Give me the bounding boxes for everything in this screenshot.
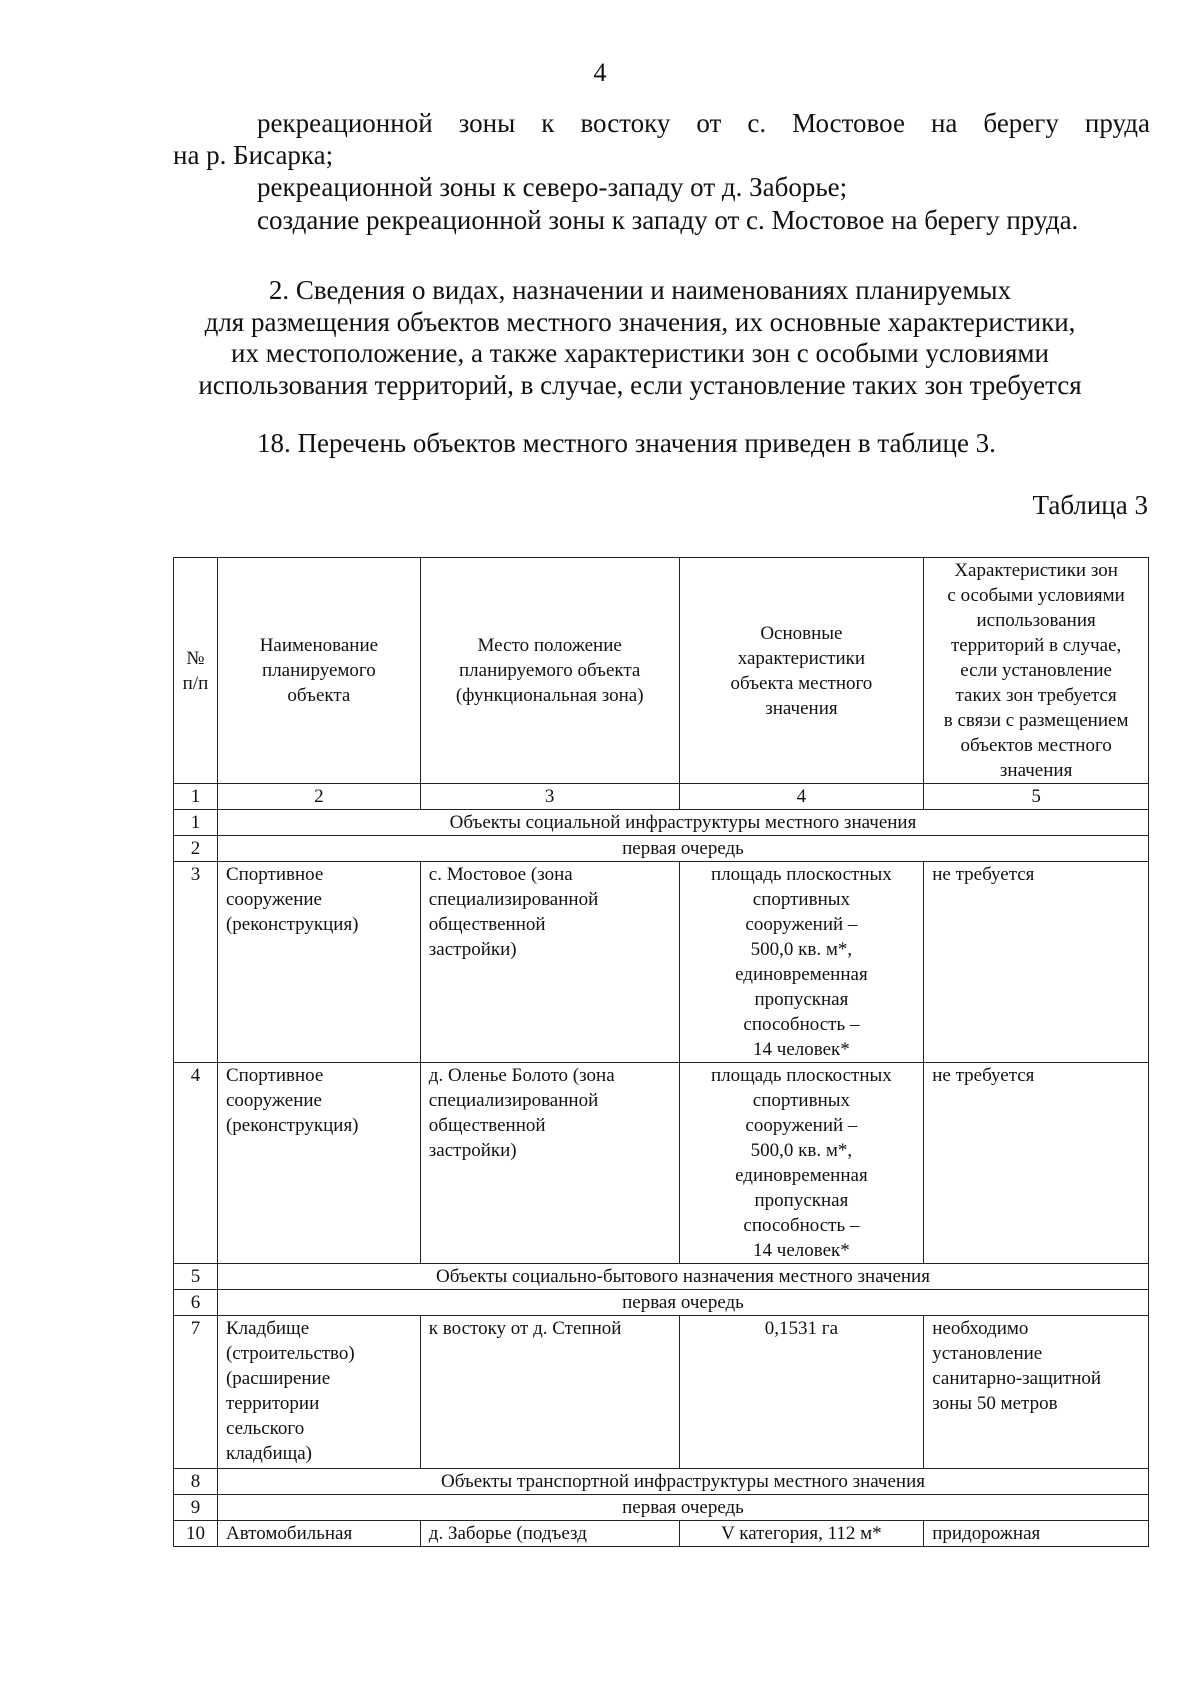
section-title: Объекты социальной инфраструктуры местного значения <box>217 810 1148 836</box>
header-location: Место положение планируемого объекта (функциональная зона) <box>420 558 679 784</box>
object-name: Спортивное сооружение (реконструкция) <box>217 862 420 1063</box>
table-row <box>174 1264 1149 1290</box>
column-number-row <box>174 784 1149 810</box>
row-number: 4 <box>174 1063 218 1264</box>
col-number: 3 <box>420 784 679 810</box>
intro-line-4: создание рекреационной зоны к западу от с. Мостовое на берегу пруда. <box>257 205 1079 235</box>
paragraph-18: 18. Перечень объектов местного значения приведен в таблице 3. <box>257 428 996 458</box>
object-characteristics: площадь плоскостных спортивных сооружений – 500,0 кв. м*, единовременная пропускная способность – 14 человек* <box>679 862 924 1063</box>
row-number: 10 <box>174 1521 218 1547</box>
heading-line-1: 2. Сведения о видах, назначении и наименованиях планируемых <box>268 275 1012 305</box>
object-location: д. Заборье (подъезд <box>420 1521 679 1547</box>
section-title: Объекты социально-бытового назначения местного значения <box>217 1264 1148 1290</box>
object-location: д. Оленье Болото (зона специализированной общественной застройки) <box>420 1063 679 1264</box>
row-number: 6 <box>174 1290 218 1316</box>
table-row <box>174 1290 1149 1316</box>
row-number: 7 <box>174 1316 218 1469</box>
table-header-row <box>174 558 1149 784</box>
object-name: Спортивное сооружение (реконструкция) <box>217 1063 420 1264</box>
intro-line-1: рекреационной зоны к востоку от с. Мостовое на берегу пруда <box>257 108 1150 138</box>
header-characteristics: Основные характеристики объекта местного значения <box>679 558 924 784</box>
header-num: № п/п <box>174 558 218 784</box>
row-number: 3 <box>174 862 218 1063</box>
row-number: 8 <box>174 1469 218 1495</box>
object-zones: придорожная <box>924 1521 1149 1547</box>
row-number: 1 <box>174 810 218 836</box>
table-row <box>174 862 1149 1063</box>
col-number: 4 <box>679 784 924 810</box>
intro-line-3: рекреационной зоны к северо-западу от д. Заборье; <box>257 172 848 202</box>
row-number: 9 <box>174 1495 218 1521</box>
object-name: Автомобильная <box>217 1521 420 1547</box>
col-number: 5 <box>924 784 1149 810</box>
heading-line-3: их местоположение, а также характеристики зон с особыми условиями <box>231 338 1049 368</box>
object-characteristics: 0,1531 га <box>679 1316 924 1469</box>
object-zones: не требуется <box>924 862 1149 1063</box>
object-zones: не требуется <box>924 1063 1149 1264</box>
col-number: 2 <box>217 784 420 810</box>
table-row <box>174 836 1149 862</box>
heading-line-4: использования территорий, в случае, если установление таких зон требуется <box>198 369 1082 400</box>
stage-title: первая очередь <box>217 836 1148 862</box>
object-characteristics: V категория, 112 м* <box>679 1521 924 1547</box>
table-row <box>174 1469 1149 1495</box>
object-name: Кладбище (строительство) (расширение территории сельского кладбища) <box>217 1316 420 1469</box>
table-row <box>174 1316 1149 1469</box>
header-name: Наименование планируемого объекта <box>217 558 420 784</box>
intro-line-2: на р. Бисарка; <box>173 140 334 170</box>
table-row <box>174 810 1149 836</box>
page-number: 4 <box>593 58 607 87</box>
row-number: 2 <box>174 836 218 862</box>
section-heading <box>150 275 1130 401</box>
stage-title: первая очередь <box>217 1495 1148 1521</box>
row-number: 5 <box>174 1264 218 1290</box>
objects-table <box>173 557 1149 1547</box>
table-caption: Таблица 3 <box>1032 490 1148 520</box>
object-location: к востоку от д. Степной <box>420 1316 679 1469</box>
col-number: 1 <box>174 784 218 810</box>
object-location: с. Мостовое (зона специализированной общественной застройки) <box>420 862 679 1063</box>
object-characteristics: площадь плоскостных спортивных сооружений – 500,0 кв. м*, единовременная пропускная способность – 14 человек* <box>679 1063 924 1264</box>
heading-line-2: для размещения объектов местного значения, их основные характеристики, <box>204 306 1076 337</box>
table-row <box>174 1521 1149 1547</box>
stage-title: первая очередь <box>217 1290 1148 1316</box>
section-title: Объекты транспортной инфраструктуры местного значения <box>217 1469 1148 1495</box>
header-zones: Характеристики зон с особыми условиями использования территорий в случае, если установление таких зон требуется в связи с размещением объектов местного значения <box>924 558 1149 784</box>
object-zones: необходимо установление санитарно-защитной зоны 50 метров <box>924 1316 1149 1469</box>
table-row <box>174 1495 1149 1521</box>
table-row <box>174 1063 1149 1264</box>
